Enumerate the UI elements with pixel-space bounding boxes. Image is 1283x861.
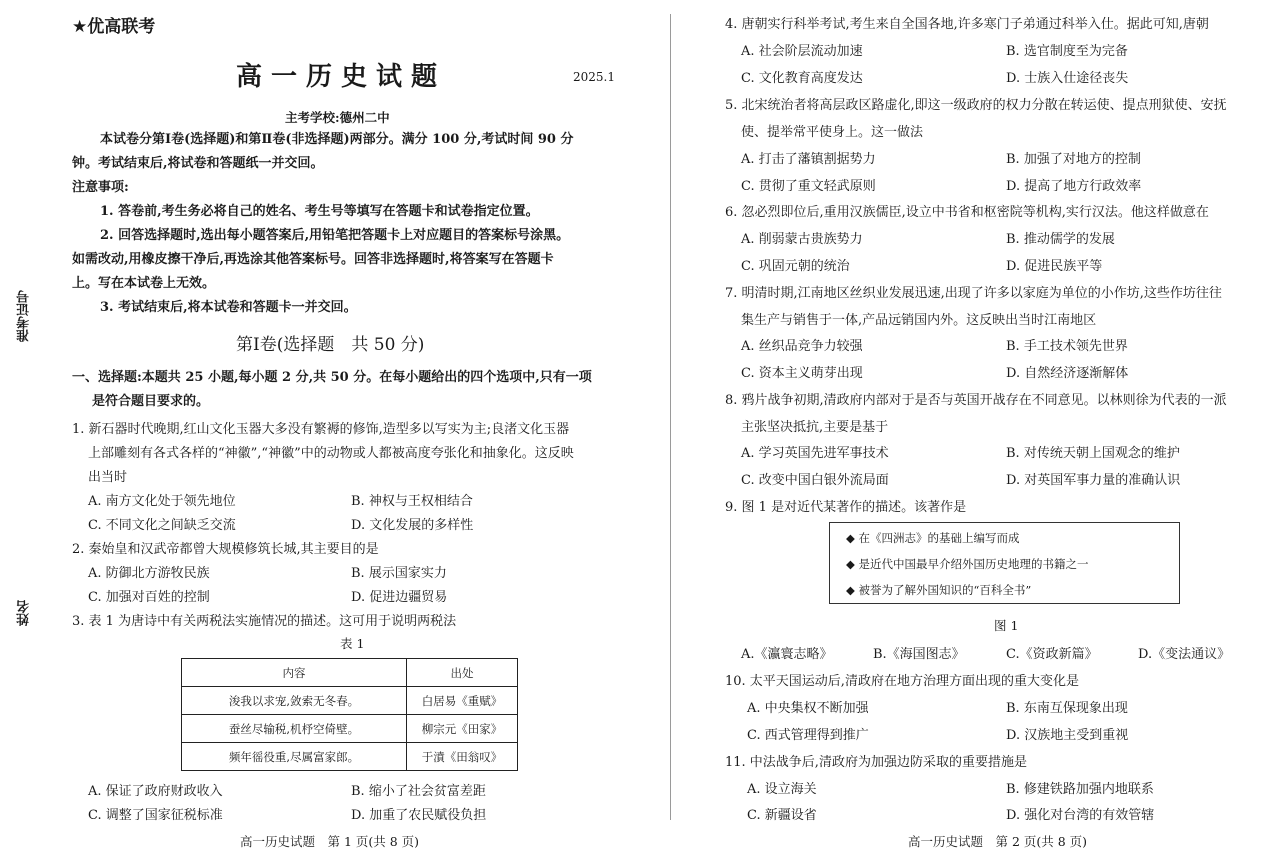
q8-option-a: A. 学习英国先进军事技术	[741, 446, 889, 461]
q1-stem-1: 1. 新石器时代晚期,红山文化玉器大多没有繁褥的修饰,造型多以写实为主;良渚文化玉器	[72, 422, 570, 437]
q2-option-d: D. 促进边疆贸易	[351, 590, 448, 605]
host-school: 主考学校:德州二中	[285, 110, 390, 125]
q6-option-a: A. 削弱蒙古贵族势力	[741, 232, 863, 247]
table-1-caption: 表 1	[340, 636, 365, 651]
figure-1-line: ◆ 被誉为了解外国知识的“百科全书”	[846, 583, 1032, 597]
table-row	[182, 715, 518, 743]
q8-option-c: C. 改变中国白银外流局面	[741, 473, 889, 488]
exam-date: 2025.1	[573, 70, 615, 84]
q5-option-c: C. 贯彻了重文轻武原则	[741, 179, 876, 194]
q5-stem-2: 使、提举常平使身上。这一做法	[741, 125, 924, 140]
q2-option-a: A. 防御北方游牧民族	[88, 566, 210, 581]
table-cell: 白居易《重赋》	[407, 687, 518, 715]
q5-stem-1: 5. 北宋统治者将高层政区路虚化,即这一级政府的权力分散在转运使、提点刑狱使、安抚	[725, 98, 1227, 113]
q10-stem: 10. 太平天国运动后,清政府在地方治理方面出现的重大变化是	[725, 674, 1079, 689]
q7-option-a: A. 丝织品竞争力较强	[741, 339, 863, 354]
figure-1-line: ◆ 是近代中国最早介绍外国历史地理的书籍之一	[846, 557, 1089, 571]
q4-stem: 4. 唐朝实行科举考试,考生来自全国各地,许多寒门子弟通过科举入仕。据此可知,唐朝	[725, 17, 1209, 32]
q10-option-b: B. 东南互保现象出现	[1006, 701, 1128, 716]
q2-option-b: B. 展示国家实力	[351, 566, 447, 581]
q9-stem: 9. 图 1 是对近代某著作的描述。该著作是	[725, 500, 967, 515]
q10-option-d: D. 汉族地主受到重视	[1006, 728, 1129, 743]
notice-2b: 如需改动,用橡皮擦干净后,再选涂其他答案标号。回答非选择题时,将答案写在答题卡	[72, 252, 554, 267]
q5-option-b: B. 加强了对地方的控制	[1006, 152, 1141, 167]
q4-option-c: C. 文化教育高度发达	[741, 71, 863, 86]
notice-2a: 2. 回答选择题时,选出每小题答案后,用铅笔把答题卡上对应题目的答案标号涂黑。	[100, 228, 570, 243]
section-instruction-2: 是符合题目要求的。	[92, 394, 210, 409]
table-header-row	[182, 659, 518, 687]
q11-option-d: D. 强化对台湾的有效管辖	[1006, 808, 1155, 823]
q9-option-c: C.《资政新篇》	[1006, 647, 1098, 662]
q7-option-c: C. 资本主义萌芽出现	[741, 366, 863, 381]
q1-option-c: C. 不同文化之间缺乏交流	[88, 518, 236, 533]
intro-line-1: 本试卷分第Ⅰ卷(选择题)和第Ⅱ卷(非选择题)两部分。满分 100 分,考试时间 90 分	[100, 132, 574, 147]
q7-option-b: B. 手工技术领先世界	[1006, 339, 1128, 354]
q8-stem-2: 主张坚决抵抗,主要是基于	[741, 420, 889, 435]
figure-1-caption: 图 1	[994, 618, 1019, 633]
table-1	[181, 658, 518, 771]
notice-1: 1. 答卷前,考生务必将自己的姓名、考生号等填写在答题卡和试卷指定位置。	[100, 204, 539, 219]
intro-line-2: 钟。考试结束后,将试卷和答题纸一并交回。	[72, 156, 324, 171]
footer-right: 高一历史试题 第 2 页(共 8 页)	[908, 834, 1088, 849]
q1-option-a: A. 南方文化处于领先地位	[88, 494, 236, 509]
figure-1-line: ◆ 在《四洲志》的基础上编写而成	[846, 531, 1020, 545]
q8-option-b: B. 对传统天朝上国观念的维护	[1006, 446, 1180, 461]
q4-option-a: A. 社会阶层流动加速	[741, 44, 863, 59]
q10-option-a: A. 中央集权不断加强	[747, 701, 869, 716]
q6-option-c: C. 巩固元朝的统治	[741, 259, 850, 274]
table-header-cell: 出处	[407, 659, 518, 687]
section-title: 第Ⅰ卷(选择题 共 50 分)	[236, 335, 425, 355]
table-row	[182, 743, 518, 771]
q9-option-d: D.《变法通议》	[1138, 647, 1231, 662]
table-cell: 蚕丝尽输税,机杼空倚壁。	[182, 715, 407, 743]
q6-stem: 6. 忽必烈即位后,重用汉族儒臣,设立中书省和枢密院等机构,实行汉法。他这样做意在	[725, 205, 1209, 220]
table-cell: 于濆《田翁叹》	[407, 743, 518, 771]
notice-3: 3. 考试结束后,将本试卷和答题卡一并交回。	[100, 300, 357, 315]
q10-option-c: C. 西式管理得到推广	[747, 728, 869, 743]
table-cell: 浚我以求宠,敛索无冬春。	[182, 687, 407, 715]
q3-stem: 3. 表 1 为唐诗中有关两税法实施情况的描述。这可用于说明两税法	[72, 614, 457, 629]
q4-option-b: B. 选官制度至为完备	[1006, 44, 1128, 59]
table-cell: 柳宗元《田家》	[407, 715, 518, 743]
q7-stem-1: 7. 明清时期,江南地区丝织业发展迅速,出现了许多以家庭为单位的小作坊,这些作坊往往	[725, 286, 1222, 301]
q1-stem-3: 出当时	[88, 470, 128, 485]
table-header-cell: 内容	[182, 659, 407, 687]
q1-stem-2: 上部雕刻有各式各样的“神徽”,“神徽”中的动物或人都被高度夸张化和抽象化。这反映	[88, 446, 574, 461]
notice-2c: 上。写在本试卷上无效。	[72, 276, 216, 291]
brand-logo-text: ★优高联考	[72, 17, 156, 37]
table-cell: 频年徭役重,尽属富家郎。	[182, 743, 407, 771]
q9-option-a: A.《瀛寰志略》	[741, 647, 833, 662]
name-label: 姓名	[17, 600, 32, 626]
q7-option-d: D. 自然经济逐渐解体	[1006, 366, 1129, 381]
q3-option-c: C. 调整了国家征税标准	[88, 808, 223, 823]
q1-option-b: B. 神权与王权相结合	[351, 494, 473, 509]
q2-option-c: C. 加强对百姓的控制	[88, 590, 210, 605]
q3-option-a: A. 保证了政府财政收入	[88, 784, 223, 799]
q6-option-d: D. 促进民族平等	[1006, 259, 1103, 274]
table-row	[182, 687, 518, 715]
q11-option-b: B. 修建铁路加强内地联系	[1006, 782, 1154, 797]
q4-option-d: D. 士族入仕途径丧失	[1006, 71, 1129, 86]
q1-option-d: D. 文化发展的多样性	[351, 518, 474, 533]
page-divider	[670, 14, 671, 820]
figure-1-box	[829, 522, 1180, 604]
q2-stem: 2. 秦始皇和汉武帝都曾大规模修筑长城,其主要目的是	[72, 542, 379, 557]
candidate-number-label: 准考证号	[17, 290, 32, 342]
notice-title: 注意事项:	[72, 180, 129, 195]
q3-option-b: B. 缩小了社会贫富差距	[351, 784, 486, 799]
q5-option-a: A. 打击了藩镇割据势力	[741, 152, 876, 167]
q11-option-a: A. 设立海关	[747, 782, 817, 797]
q6-option-b: B. 推动儒学的发展	[1006, 232, 1115, 247]
q7-stem-2: 集生产与销售于一体,产品远销国内外。这反映出当时江南地区	[741, 313, 1097, 328]
q8-stem-1: 8. 鸦片战争初期,清政府内部对于是否与英国开战存在不同意见。以林则徐为代表的一派	[725, 393, 1227, 408]
q3-option-d: D. 加重了农民赋役负担	[351, 808, 487, 823]
footer-left: 高一历史试题 第 1 页(共 8 页)	[240, 834, 420, 849]
q5-option-d: D. 提高了地方行政效率	[1006, 179, 1142, 194]
q9-option-b: B.《海国图志》	[873, 647, 965, 662]
q11-stem: 11. 中法战争后,清政府为加强边防采取的重要措施是	[725, 755, 1027, 770]
q11-option-c: C. 新疆设省	[747, 808, 817, 823]
section-instruction-1: 一、选择题:本题共 25 小题,每小题 2 分,共 50 分。在每小题给出的四个选项中,只有一项	[72, 370, 592, 385]
q8-option-d: D. 对英国军事力量的准确认识	[1006, 473, 1181, 488]
exam-title: 高一历史试题	[236, 62, 447, 92]
